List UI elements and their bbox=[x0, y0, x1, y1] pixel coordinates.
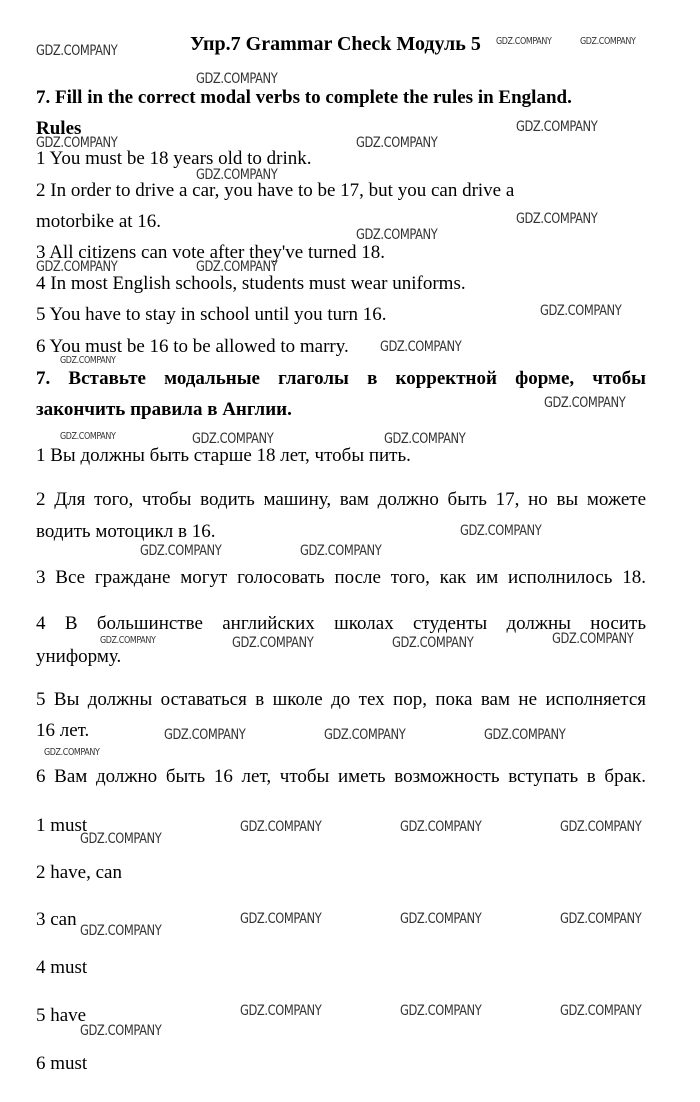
exercise-heading-ru-cont: закончить правила в Англии. bbox=[36, 399, 292, 420]
watermark: GDZ.COMPANY bbox=[100, 635, 156, 646]
watermark: GDZ.COMPANY bbox=[80, 923, 162, 939]
answer-4: 4 must bbox=[36, 957, 88, 978]
watermark: GDZ.COMPANY bbox=[196, 259, 278, 275]
watermark: GDZ.COMPANY bbox=[240, 911, 322, 927]
exercise-heading-en: 7. Fill in the correct modal verbs to complete the rules in England. bbox=[36, 87, 572, 108]
rule-item-6: 6 You must be 16 to be allowed to marry. bbox=[36, 336, 349, 357]
watermark: GDZ.COMPANY bbox=[400, 1003, 482, 1019]
watermark: GDZ.COMPANY bbox=[496, 36, 552, 47]
answer-3: 3 can bbox=[36, 909, 77, 930]
watermark: GDZ.COMPANY bbox=[140, 543, 222, 559]
watermark: GDZ.COMPANY bbox=[516, 119, 598, 135]
rule-item-2: 2 In order to drive a car, you have to be 17, but you can drive a bbox=[36, 180, 515, 201]
watermark: GDZ.COMPANY bbox=[36, 43, 118, 59]
answer-2: 2 have, can bbox=[36, 862, 122, 883]
watermark: GDZ.COMPANY bbox=[384, 431, 466, 447]
watermark: GDZ.COMPANY bbox=[240, 1003, 322, 1019]
watermark: GDZ.COMPANY bbox=[544, 395, 626, 411]
watermark: GDZ.COMPANY bbox=[80, 1023, 162, 1039]
watermark: GDZ.COMPANY bbox=[580, 36, 636, 47]
watermark: GDZ.COMPANY bbox=[540, 303, 622, 319]
page-title: Упр.7 Grammar Check Модуль 5 bbox=[190, 33, 481, 55]
watermark: GDZ.COMPANY bbox=[232, 635, 314, 651]
watermark: GDZ.COMPANY bbox=[460, 523, 542, 539]
watermark: GDZ.COMPANY bbox=[356, 135, 438, 151]
rule-item-5: 5 You have to stay in school until you turn 16. bbox=[36, 304, 387, 325]
watermark: GDZ.COMPANY bbox=[80, 831, 162, 847]
watermark: GDZ.COMPANY bbox=[356, 227, 438, 243]
watermark: GDZ.COMPANY bbox=[392, 635, 474, 651]
ru-item-6: 6 Вам должно быть 16 лет, чтобы иметь возможность вступать в брак. bbox=[36, 766, 646, 787]
ru-item-5-cont: 16 лет. bbox=[36, 720, 90, 741]
watermark: GDZ.COMPANY bbox=[164, 727, 246, 743]
watermark: GDZ.COMPANY bbox=[380, 339, 462, 355]
exercise-heading-ru: 7. Вставьте модальные глаголы в корректной форме, чтобы bbox=[36, 368, 646, 389]
watermark: GDZ.COMPANY bbox=[36, 259, 118, 275]
watermark: GDZ.COMPANY bbox=[560, 819, 642, 835]
watermark: GDZ.COMPANY bbox=[560, 1003, 642, 1019]
answer-5: 5 have bbox=[36, 1005, 87, 1026]
watermark: GDZ.COMPANY bbox=[552, 631, 634, 647]
ru-item-4: 4 В большинстве английских школах студенты должны носить bbox=[36, 613, 646, 634]
watermark: GDZ.COMPANY bbox=[324, 727, 406, 743]
watermark: GDZ.COMPANY bbox=[240, 819, 322, 835]
watermark: GDZ.COMPANY bbox=[60, 431, 116, 442]
ru-item-5: 5 Вы должны оставаться в школе до тех пор, пока вам не исполняется bbox=[36, 689, 646, 710]
rule-item-4: 4 In most English schools, students must wear uniforms. bbox=[36, 273, 466, 294]
watermark: GDZ.COMPANY bbox=[44, 747, 100, 758]
watermark: GDZ.COMPANY bbox=[196, 71, 278, 87]
watermark: GDZ.COMPANY bbox=[560, 911, 642, 927]
watermark: GDZ.COMPANY bbox=[300, 543, 382, 559]
watermark: GDZ.COMPANY bbox=[484, 727, 566, 743]
watermark: GDZ.COMPANY bbox=[196, 167, 278, 183]
answer-6: 6 must bbox=[36, 1053, 88, 1074]
ru-item-4-cont: униформу. bbox=[36, 646, 122, 667]
ru-item-2-cont: водить мотоцикл в 16. bbox=[36, 521, 216, 542]
watermark: GDZ.COMPANY bbox=[400, 911, 482, 927]
answer-1: 1 must bbox=[36, 815, 88, 836]
rules-label: Rules bbox=[36, 118, 82, 139]
ru-item-2: 2 Для того, чтобы водить машину, вам должно быть 17, но вы можете bbox=[36, 489, 646, 510]
watermark: GDZ.COMPANY bbox=[192, 431, 274, 447]
watermark: GDZ.COMPANY bbox=[516, 211, 598, 227]
watermark: GDZ.COMPANY bbox=[60, 355, 116, 366]
watermark: GDZ.COMPANY bbox=[400, 819, 482, 835]
ru-item-1: 1 Вы должны быть старше 18 лет, чтобы пить. bbox=[36, 445, 411, 466]
ru-item-3: 3 Все граждане могут голосовать после того, как им исполнилось 18. bbox=[36, 567, 646, 588]
watermark: GDZ.COMPANY bbox=[36, 135, 118, 151]
rule-item-1: 1 You must be 18 years old to drink. bbox=[36, 148, 312, 169]
rule-item-3: 3 All citizens can vote after they've turned 18. bbox=[36, 242, 385, 263]
rule-item-2-cont: motorbike at 16. bbox=[36, 211, 162, 232]
